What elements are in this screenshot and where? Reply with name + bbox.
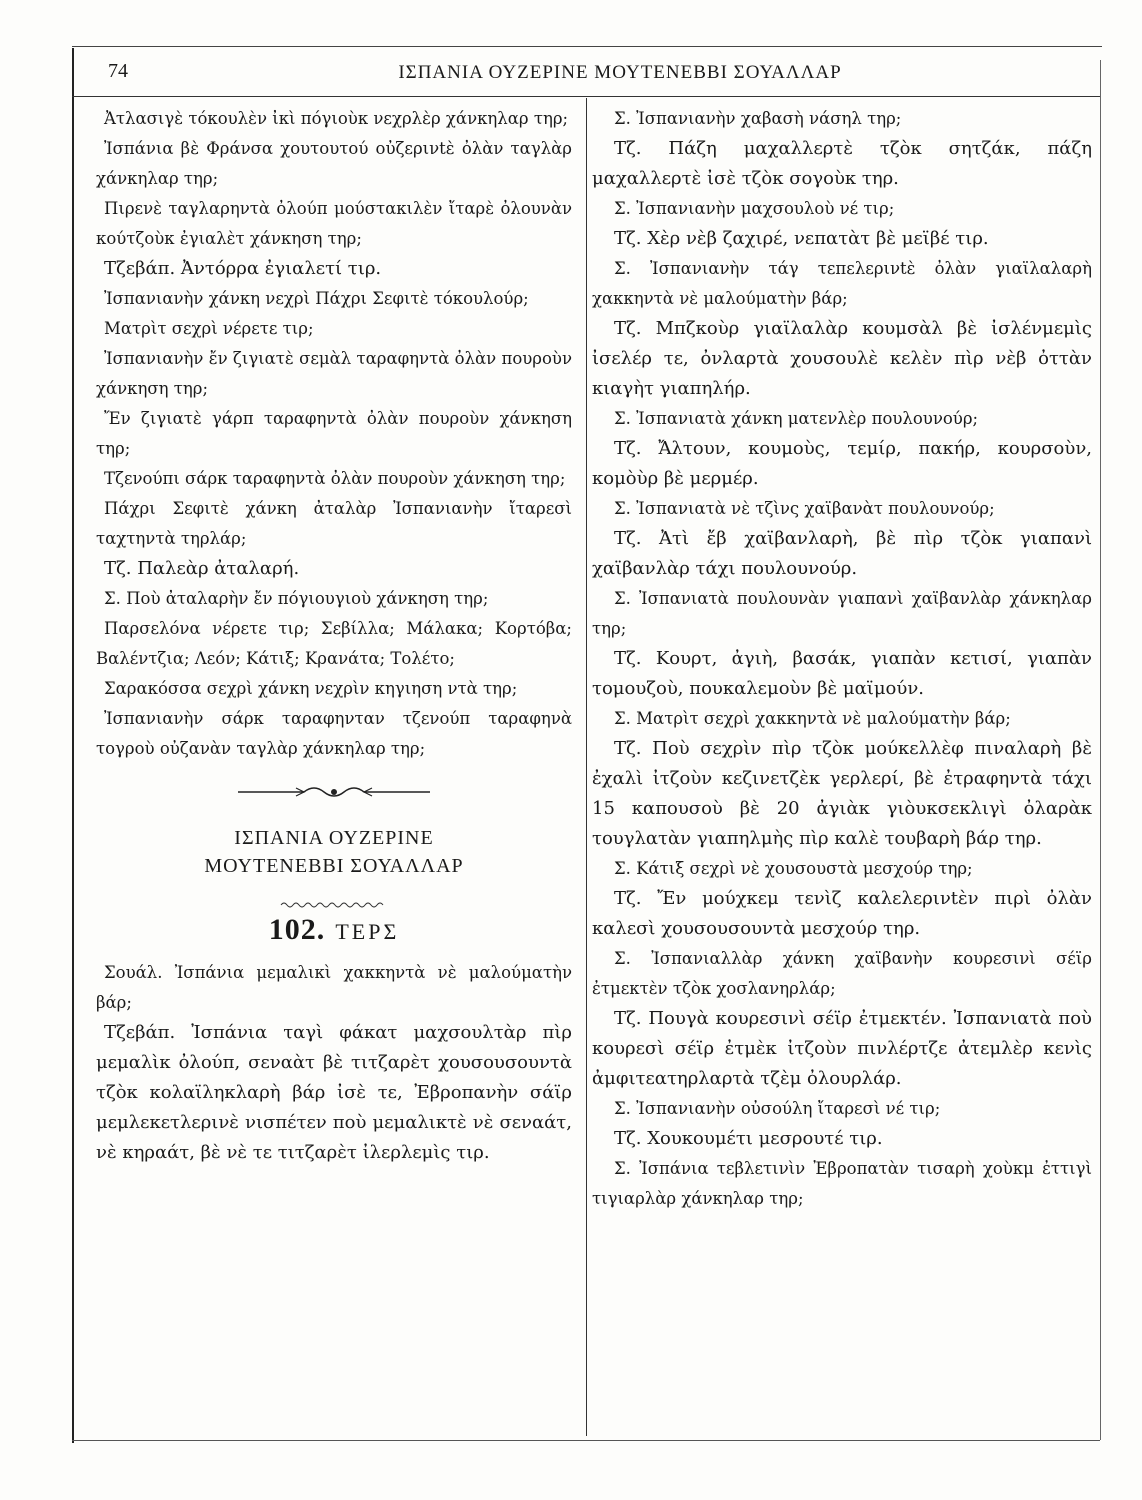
lesson-title: ΤΕΡΣ <box>335 919 400 944</box>
left-paragraph: Ἰσπανιανὴν σάρκ ταραφηνταν τζενούπ ταραφηνὰ τογροὺ οὐζανὰν ταγλὰρ χάνκηλαρ τηρ; <box>96 709 572 758</box>
right-paragraph: Τζ. Πουγὰ κουρεσινὶ σέϊρ ἐτμεκτέν. Ἰσπανιατὰ ποὺ κουρεσὶ σέϊρ ἐτμὲκ ἰτζοὺν πινλέρτζε ἀτεμλὲρ κενὶς ἀμφιτεατηρλαρτὰ τζὲμ ὀλουρλάρ. <box>592 1008 1092 1089</box>
right-paragraph: Τζ. Μπζκοὺρ γιαϊλαλὰρ κουμσὰλ βὲ ἰσλένμεμὶς ἰσελέρ τε, ὀνλαρτὰ χουσουλὲ κελὲν πὶρ νὲβ ὀττὰν κιαγὴτ γιαπηλήρ. <box>592 318 1092 399</box>
left-paragraph: Σαρακόσσα σεχρὶ χάνκη νεχρὶν κηγιηση ντὰ τηρ; <box>104 679 518 698</box>
right-paragraph: Σ. Κάτιξ σεχρὶ νὲ χουσουστὰ μεσχούρ τηρ; <box>614 859 973 878</box>
lesson-number: 102. <box>268 913 326 946</box>
right-paragraph: Σ. Ἰσπάνια τεβλετινὶν Ἐβροπατὰν τισαρὴ χοὺκμ ἐττιγὶ τιγιαρλὰρ χάνκηλαρ τηρ; <box>592 1159 1092 1208</box>
header-rule <box>72 96 1100 97</box>
page-frame-bottom <box>72 1440 1100 1441</box>
right-paragraph: Τζ. Ποὺ σεχρὶν πὶρ τζὸκ μούκελλὲφ πιναλαρὴ βὲ ἐχαλὶ ἰτζοὺν κεζινετζὲκ γερλερί, βὲ ἐτραφηντὰ τάχι 15 καπουσοὺ βὲ 20 ἀγιὰκ γιὸυκσεκλιγὶ ὀλαρὰκ τουγλατὰν γιαπηλμὴς πὶρ καλὲ τουβαρὴ βάρ τηρ. <box>592 738 1092 849</box>
right-paragraph: Τζ. Ἔν μούχκεμ τενὶζ καλελερινtὲν πιρὶ ὀλὰν καλεσὶ χουσουσουντὰ μεσχούρ τηρ. <box>592 888 1092 939</box>
right-paragraph: Σ. Ἰσπανιανὴν μαχσουλοὺ νέ τιρ; <box>614 199 895 218</box>
right-paragraph: Τζ. Χὲρ νὲβ ζαχιρέ, νεπατὰτ βὲ μεϊβέ τιρ. <box>614 228 989 249</box>
page-frame-left <box>72 48 74 1443</box>
section-title-line2: ΜΟΥΤΕΝΕΒΒΙ ΣΟΥΑΛΛΑΡ <box>204 855 464 877</box>
left-paragraph: Τζεβάπ. Ἰσπάνια ταγὶ φάκατ μαχσουλτὰρ πὶρ μεμαλὶκ ὀλούπ, σεναὰτ βὲ τιτζαρὲτ χουσουσουντὰ τζὸκ κολαϊληκλαρὴ βάρ ἰσὲ τε, Ἐβροπανὴν σάϊρ μεμλεκετλερινὲ νισπέτεν ποὺ μεμαλικτὲ νὲ σεναάτ, νὲ κηραάτ, βὲ νὲ τε τιτζαρὲτ ἰλερλεμὶς τιρ. <box>96 1022 572 1163</box>
left-paragraph: Ἰσπανιανὴν χάνκη νεχρὶ Πάχρι Σεφιτὲ τόκουλούρ; <box>104 289 529 308</box>
left-paragraph: Τζενούπι σάρκ ταραφηντὰ ὀλὰν πουροὺν χάνκηση τηρ; <box>104 469 566 488</box>
left-paragraph: Τζ. Παλεὰρ ἀταλαρή. <box>104 558 300 579</box>
left-paragraph: Σουάλ. Ἰσπάνια μεμαλικὶ χακκηντὰ νὲ μαλούματὴν βάρ; <box>96 963 572 1012</box>
left-paragraph: Πάχρι Σεφιτὲ χάνκη ἀταλὰρ Ἰσπανιανὴν ἴταρεσὶ ταχτηντὰ τηρλάρ; <box>96 499 572 548</box>
section-title-line1: ΙΣΠΑΝΙΑ ΟΥΖΕΡΙΝΕ <box>234 827 434 849</box>
column-divider <box>586 98 587 1436</box>
right-paragraph: Τζ. Χουκουμέτι μεσρουτέ τιρ. <box>614 1128 883 1149</box>
right-paragraph: Τζ. Ἀτὶ ἔβ χαϊβανλαρὴ, βὲ πὶρ τζὸκ γιαπανὶ χαϊβανλὰρ τάχι πουλουνούρ. <box>592 528 1092 579</box>
wavy-line-icon <box>279 900 389 910</box>
left-column <box>96 104 572 1168</box>
page-number: 74 <box>108 60 128 82</box>
left-paragraph: Σ. Ποὺ ἀταλαρὴν ἔν πόγιουγιοὺ χάνκηση τηρ; <box>104 589 489 608</box>
left-paragraph: Πιρενὲ ταγλαρηντὰ ὀλούπ μούστακιλὲν ἴταρὲ ὀλουνὰν κούτζοὺκ ἐγιαλὲτ χάνκηση τηρ; <box>96 199 572 248</box>
wavy-rule <box>96 890 572 904</box>
page-frame-right <box>1100 60 1101 1440</box>
right-paragraph: Σ. Ἰσπανιαλλὰρ χάνκη χαϊβανὴν κουρεσινὶ σέϊρ ἐτμεκτὲν τζὸκ χοσλανηρλάρ; <box>592 949 1092 998</box>
right-paragraph: Σ. Ἰσπανιατὰ νὲ τζὶνς χαϊβανὰτ πουλουνούρ; <box>614 499 995 518</box>
left-paragraph: Τζεβάπ. Ἀντόρρα ἐγιαλετί τιρ. <box>104 258 382 279</box>
right-paragraph: Σ. Ἰσπανιατὰ πουλουνὰν γιαπανὶ χαϊβανλὰρ χάνκηλαρ τηρ; <box>592 589 1092 638</box>
ornament-flourish-icon <box>234 782 434 802</box>
running-title: ΙΣΠΑΝΙΑ ΟΥΖΕΡΙΝΕ ΜΟΥΤΕΝΕΒΒΙ ΣΟΥΑΛΛΑΡ <box>398 62 842 83</box>
left-paragraph: Παρσελόνα νέρετε τιρ; Σεβίλλα; Μάλακα; Κορτόβα; Βαλέντζια; Λεόν; Κάτιξ; Κρανάτα; Τολέτο; <box>96 619 572 668</box>
left-paragraph: Ἔν ζιγιατὲ γάρπ ταραφηντὰ ὀλὰν πουροὺν χάνκηση τηρ; <box>96 409 572 458</box>
right-paragraph: Σ. Ἰσπανιανὴν οὐσούλη ἴταρεσὶ νέ τιρ; <box>614 1099 941 1118</box>
right-paragraph: Τζ. Ἄλτουν, κουμοὺς, τεμίρ, πακήρ, κουρσοὺν, κομὸὺρ βὲ μερμέρ. <box>592 438 1092 489</box>
right-paragraph: Τζ. Κουρτ, ἀγιὴ, βασάκ, γιαπὰν κετισί, γιαπὰν τομουζοὺ, πουκαλεμοὺν βὲ μαϊμούν. <box>592 648 1092 699</box>
right-paragraph: Τζ. Πάζη μαχαλλερτὲ τζὸκ σητζάκ, πάζη μαχαλλερτὲ ἰσὲ τζὸκ σογοὺκ τηρ. <box>592 138 1092 189</box>
left-paragraph: Ἀτλασιγὲ τόκουλὲν ἰκὶ πόγιοὺκ νεχρλὲρ χάνκηλαρ τηρ; <box>104 109 569 128</box>
page-frame-top <box>72 46 1102 47</box>
right-paragraph: Σ. Ἰσπανιανὴν χαβασὴ νάσηλ τηρ; <box>614 109 902 128</box>
right-paragraph: Σ. Ματρὶτ σεχρὶ χακκηντὰ νὲ μαλούματὴν βάρ; <box>614 709 1011 728</box>
lesson-heading <box>96 910 572 954</box>
right-column <box>592 104 1092 1214</box>
right-paragraph: Σ. Ἰσπανιανὴν τάγ τεπελερινtὲ ὀλὰν γιαϊλαλαρὴ χακκηντὰ νὲ μαλούματὴν βάρ; <box>592 259 1092 308</box>
left-paragraph: Ἰσπάνια βὲ Φράνσα χουτουτού οὐζερινtὲ ὀλὰν ταγλὰρ χάνκηλαρ τηρ; <box>96 139 572 188</box>
right-paragraph: Σ. Ἰσπανιατὰ χάνκη ματενλὲρ πουλουνούρ; <box>614 409 979 428</box>
left-paragraph: Ἰσπανιανὴν ἔν ζιγιατὲ σεμὰλ ταραφηντὰ ὀλὰν πουροὺν χάνκηση τηρ; <box>96 349 572 398</box>
left-paragraph: Ματρὶτ σεχρὶ νέρετε τιρ; <box>104 319 314 338</box>
ornament-divider <box>96 782 572 812</box>
